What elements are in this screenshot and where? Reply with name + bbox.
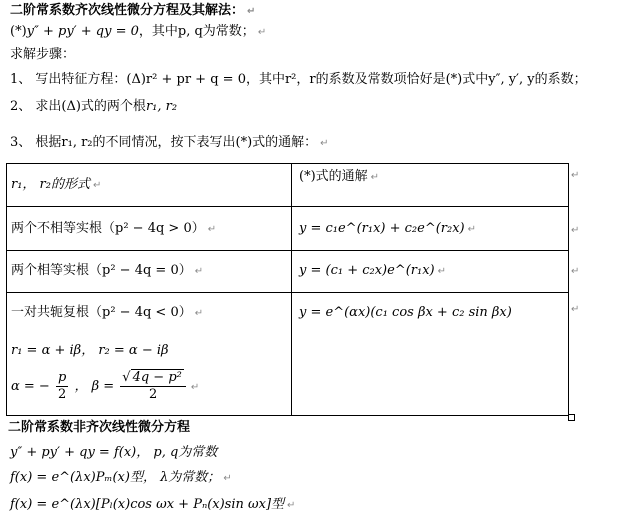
table-row-solution: y = e^(αx)(c₁ cos βx + c₂ sin βx) xyxy=(299,305,512,320)
paragraph-mark-icon: ↵ xyxy=(320,138,329,149)
table-header-right: (*)式的通解 ↵ xyxy=(299,169,380,184)
table-row-case: 两个相等实根（p² − 4q = 0） ↵ xyxy=(11,263,204,278)
table-resize-handle[interactable] xyxy=(568,414,575,421)
solution-table xyxy=(6,163,569,416)
row-end-mark-icon: ↵ xyxy=(571,225,580,236)
table-row-case: 两个不相等实根（p² − 4q > 0） ↵ xyxy=(11,221,217,236)
beta-fraction: $\frac{\text{√ 4q − p²}}{2}$ xyxy=(120,370,186,403)
table-row-divider xyxy=(7,292,568,293)
complex-roots: r₁ = α + iβ， r₂ = α − iβ xyxy=(11,343,169,358)
section-title-homogeneous: 二阶常系数齐次线性微分方程及其解法： ↵ xyxy=(10,3,256,18)
step-3: 3、 根据r₁, r₂的不同情况，按下表写出(*)式的通解： ↵ xyxy=(10,135,329,150)
form-exp-trig: f(x) = e^(λx)[Pₗ(x)cos ωx + Pₙ(x)sin ωx]型 ↵ xyxy=(10,497,296,512)
homogeneous-equation: (*)y″ + py′ + qy = 0，其中p, q为常数； ↵ xyxy=(10,24,267,39)
table-row-divider xyxy=(7,206,568,207)
row-end-mark-icon: ↵ xyxy=(571,304,580,315)
table-row-solution: y = (c₁ + c₂x)e^(r₁x) ↵ xyxy=(299,263,446,278)
table-header-left: r₁， r₂的形式 ↵ xyxy=(11,177,102,192)
nonhomogeneous-equation: y″ + py′ + qy = f(x)， p, q为常数 xyxy=(10,445,218,460)
table-column-divider xyxy=(291,164,292,415)
section-title-nonhomogeneous: 二阶常系数非齐次线性微分方程 xyxy=(8,420,191,435)
table-row-solution: y = c₁e^(r₁x) + c₂e^(r₂x) ↵ xyxy=(299,221,477,236)
row-end-mark-icon: ↵ xyxy=(571,170,580,181)
steps-heading: 求解步骤： xyxy=(10,47,76,62)
alpha-fraction: $\frac{p}{2}$ xyxy=(57,370,67,402)
alpha-beta-formula: α = − $\frac{p}{2}$ ， β = $\frac{\text{√ 4q − p²}}{2}$ ↵ xyxy=(11,370,200,402)
table-row-divider xyxy=(7,250,568,251)
row-end-mark-icon: ↵ xyxy=(571,266,580,277)
step-2: 2、 求出(Δ)式的两个根r₁, r₂ xyxy=(10,99,178,114)
table-row-case: 一对共轭复根（p² − 4q < 0） ↵ xyxy=(11,305,204,320)
step-1: 1、 写出特征方程：(Δ)r² + pr + q = 0，其中r²，r的系数及常数项恰好是(*)式中y″, y′, y的系数； xyxy=(10,72,587,87)
form-exp-polynomial: f(x) = e^(λx)Pₘ(x)型， λ为常数； ↵ xyxy=(10,470,232,485)
paragraph-mark-icon: ↵ xyxy=(257,27,267,38)
paragraph-mark-icon: ↵ xyxy=(247,6,256,17)
